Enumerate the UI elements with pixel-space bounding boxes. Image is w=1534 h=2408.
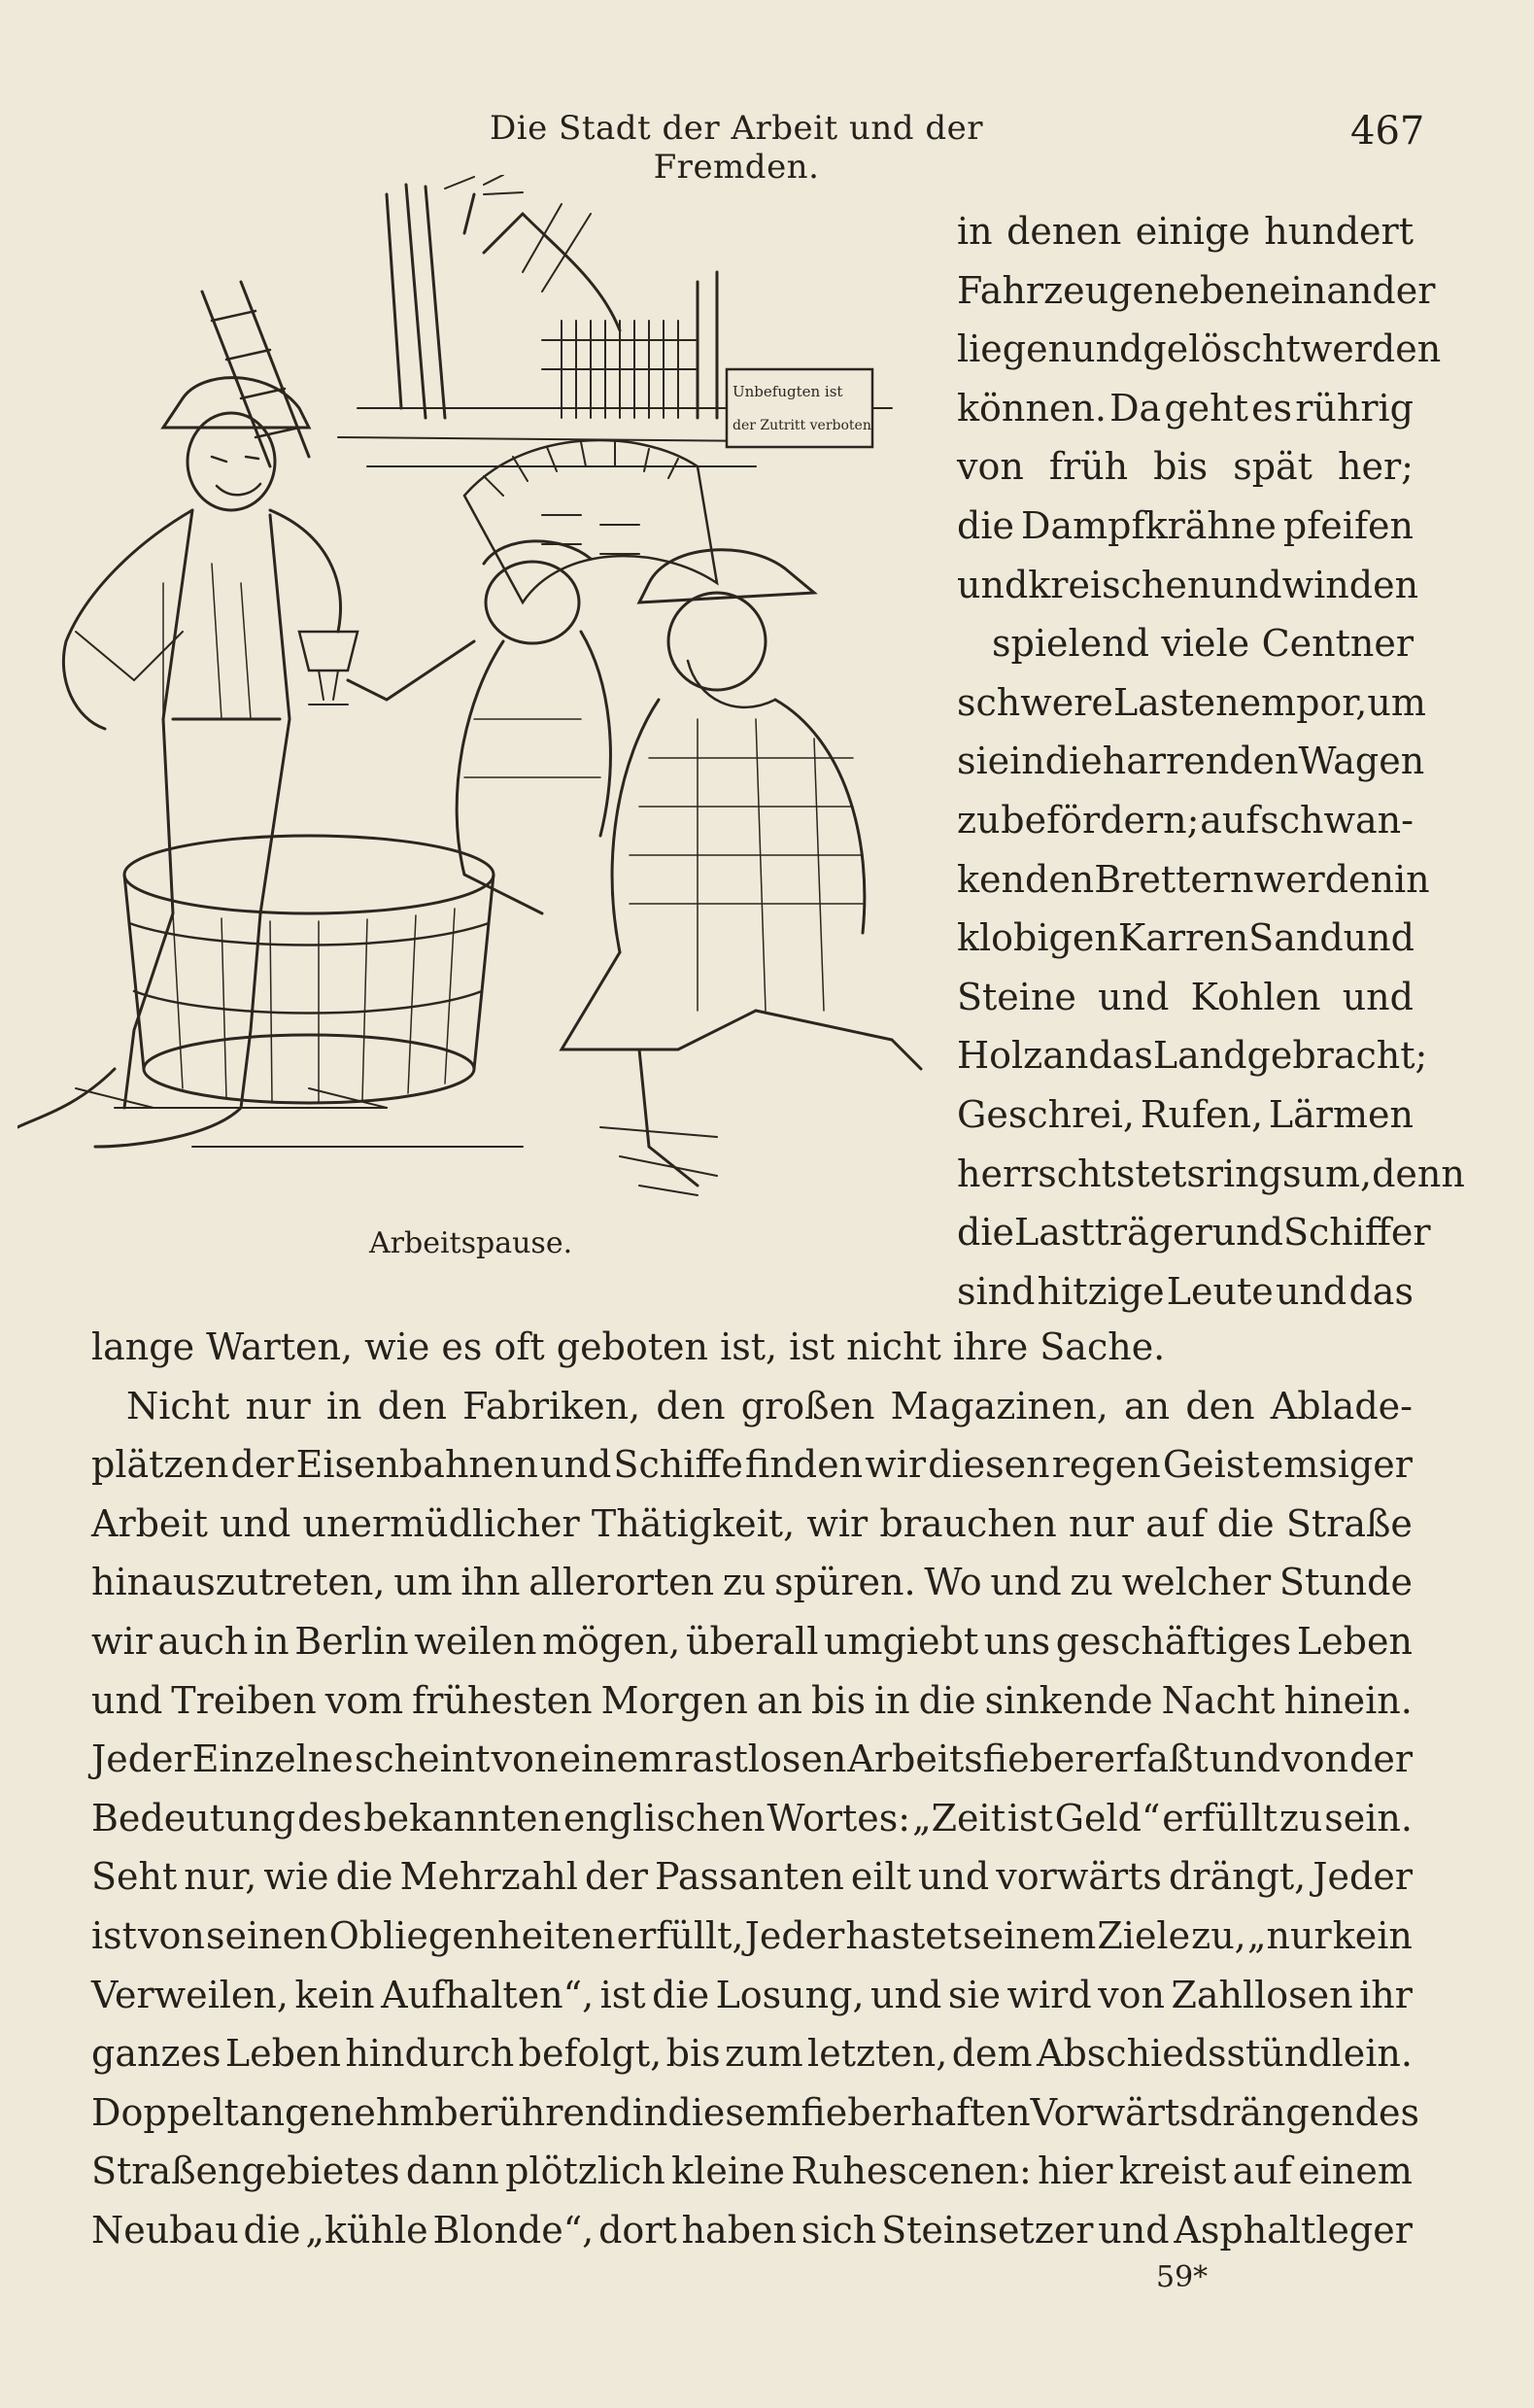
text-line: liegen und gelöscht werden xyxy=(957,327,1442,371)
text-line: von früh bis spät her; xyxy=(957,445,1414,489)
text-line: Verweilen, kein Aufhalten“, ist die Losung, und sie wird von Zahllosen ihr xyxy=(91,1973,1413,2016)
text-line: hinauszutreten, um ihn allerorten zu spüren. Wo und zu welcher Stunde xyxy=(91,1561,1413,1604)
text-line: die Dampfkrähne pfeifen xyxy=(957,503,1414,547)
text-line: Jeder Einzelne scheint von einem rastlosen Arbeitsfieber erfaßt und von der xyxy=(91,1737,1413,1781)
page-number: 467 xyxy=(1350,109,1425,154)
text-line: spielend viele Centner xyxy=(992,622,1414,666)
text-line: Neubau die „kühle Blonde“, dort haben sich Steinsetzer und Asphaltleger xyxy=(91,2208,1413,2252)
text-line: schwere Lasten empor, um xyxy=(957,680,1426,724)
text-line: und kreischen und winden xyxy=(957,563,1419,606)
text-line: Geschrei, Rufen, Lärmen xyxy=(957,1092,1414,1136)
text-line: wir auch in Berlin weilen mögen, überall umgiebt uns geschäftiges Leben xyxy=(91,1619,1413,1663)
text-line: Nicht nur in den Fabriken, den großen Magazinen, an den Ablade- xyxy=(126,1384,1413,1428)
signature-mark: 59* xyxy=(1156,2260,1209,2294)
text-line: klobigen Karren Sand und xyxy=(957,916,1415,960)
text-line: lange Warten, wie es oft geboten ist, ist nicht ihre Sache. xyxy=(91,1325,1166,1368)
text-line: Arbeit und unermüdlicher Thätigkeit, wir brauchen nur auf die Straße xyxy=(91,1501,1413,1545)
text-line: Steine und Kohlen und xyxy=(957,975,1414,1018)
text-line: herrscht stets ringsum, denn xyxy=(957,1152,1465,1195)
workers-break-illustration xyxy=(17,175,931,1205)
text-line: und Treiben vom frühesten Morgen an bis in die sinkende Nacht hinein. xyxy=(91,1678,1413,1722)
text-line: ist von seinen Obliegenheiten erfüllt, Jeder hastet seinem Ziele zu, „nur kein xyxy=(91,1913,1413,1957)
text-line: Holz an das Land gebracht; xyxy=(957,1034,1428,1078)
text-line: zu befördern; auf schwan- xyxy=(957,798,1414,842)
text-line: kenden Brettern werden in xyxy=(957,857,1430,901)
text-line: Bedeutung des bekannten englischen Wortes: „Zeit ist Geld“ erfüllt zu sein. xyxy=(91,1796,1413,1840)
text-line: können. Da geht es rührig xyxy=(957,386,1414,430)
body-text-column xyxy=(91,1318,1419,2260)
text-line: sie in die harrenden Wagen xyxy=(957,740,1425,783)
sign-text-line2: der Zutritt verboten xyxy=(733,418,871,433)
text-line: in denen einige hundert xyxy=(957,210,1414,253)
sign-text-line1: Unbefugten ist xyxy=(733,383,843,400)
text-line: ganzes Leben hindurch befolgt, bis zum letzten, dem Abschiedsstündlein. xyxy=(91,2032,1413,2076)
text-line: Doppelt angenehm berührend in diesem fieberhaften Vorwärtsdrängen des xyxy=(91,2090,1419,2134)
text-line: Straßengebietes dann plötzlich kleine Ruhescenen: hier kreist auf einem xyxy=(91,2150,1413,2193)
running-title: Die Stadt der Arbeit und der Fremden. xyxy=(489,109,983,187)
side-text-column xyxy=(957,202,1465,1321)
text-line: die Lastträger und Schiffer xyxy=(957,1211,1431,1255)
text-line: Fahrzeuge nebeneinander xyxy=(957,268,1436,312)
text-line: plätzen der Eisenbahnen und Schiffe finden wir diesen regen Geist emsiger xyxy=(91,1443,1413,1487)
text-line: Seht nur, wie die Mehrzahl der Passanten eilt und vorwärts drängt, Jeder xyxy=(91,1855,1413,1899)
text-line: sind hitzige Leute und das xyxy=(957,1269,1414,1313)
figure-caption: Arbeitspause. xyxy=(369,1226,573,1260)
